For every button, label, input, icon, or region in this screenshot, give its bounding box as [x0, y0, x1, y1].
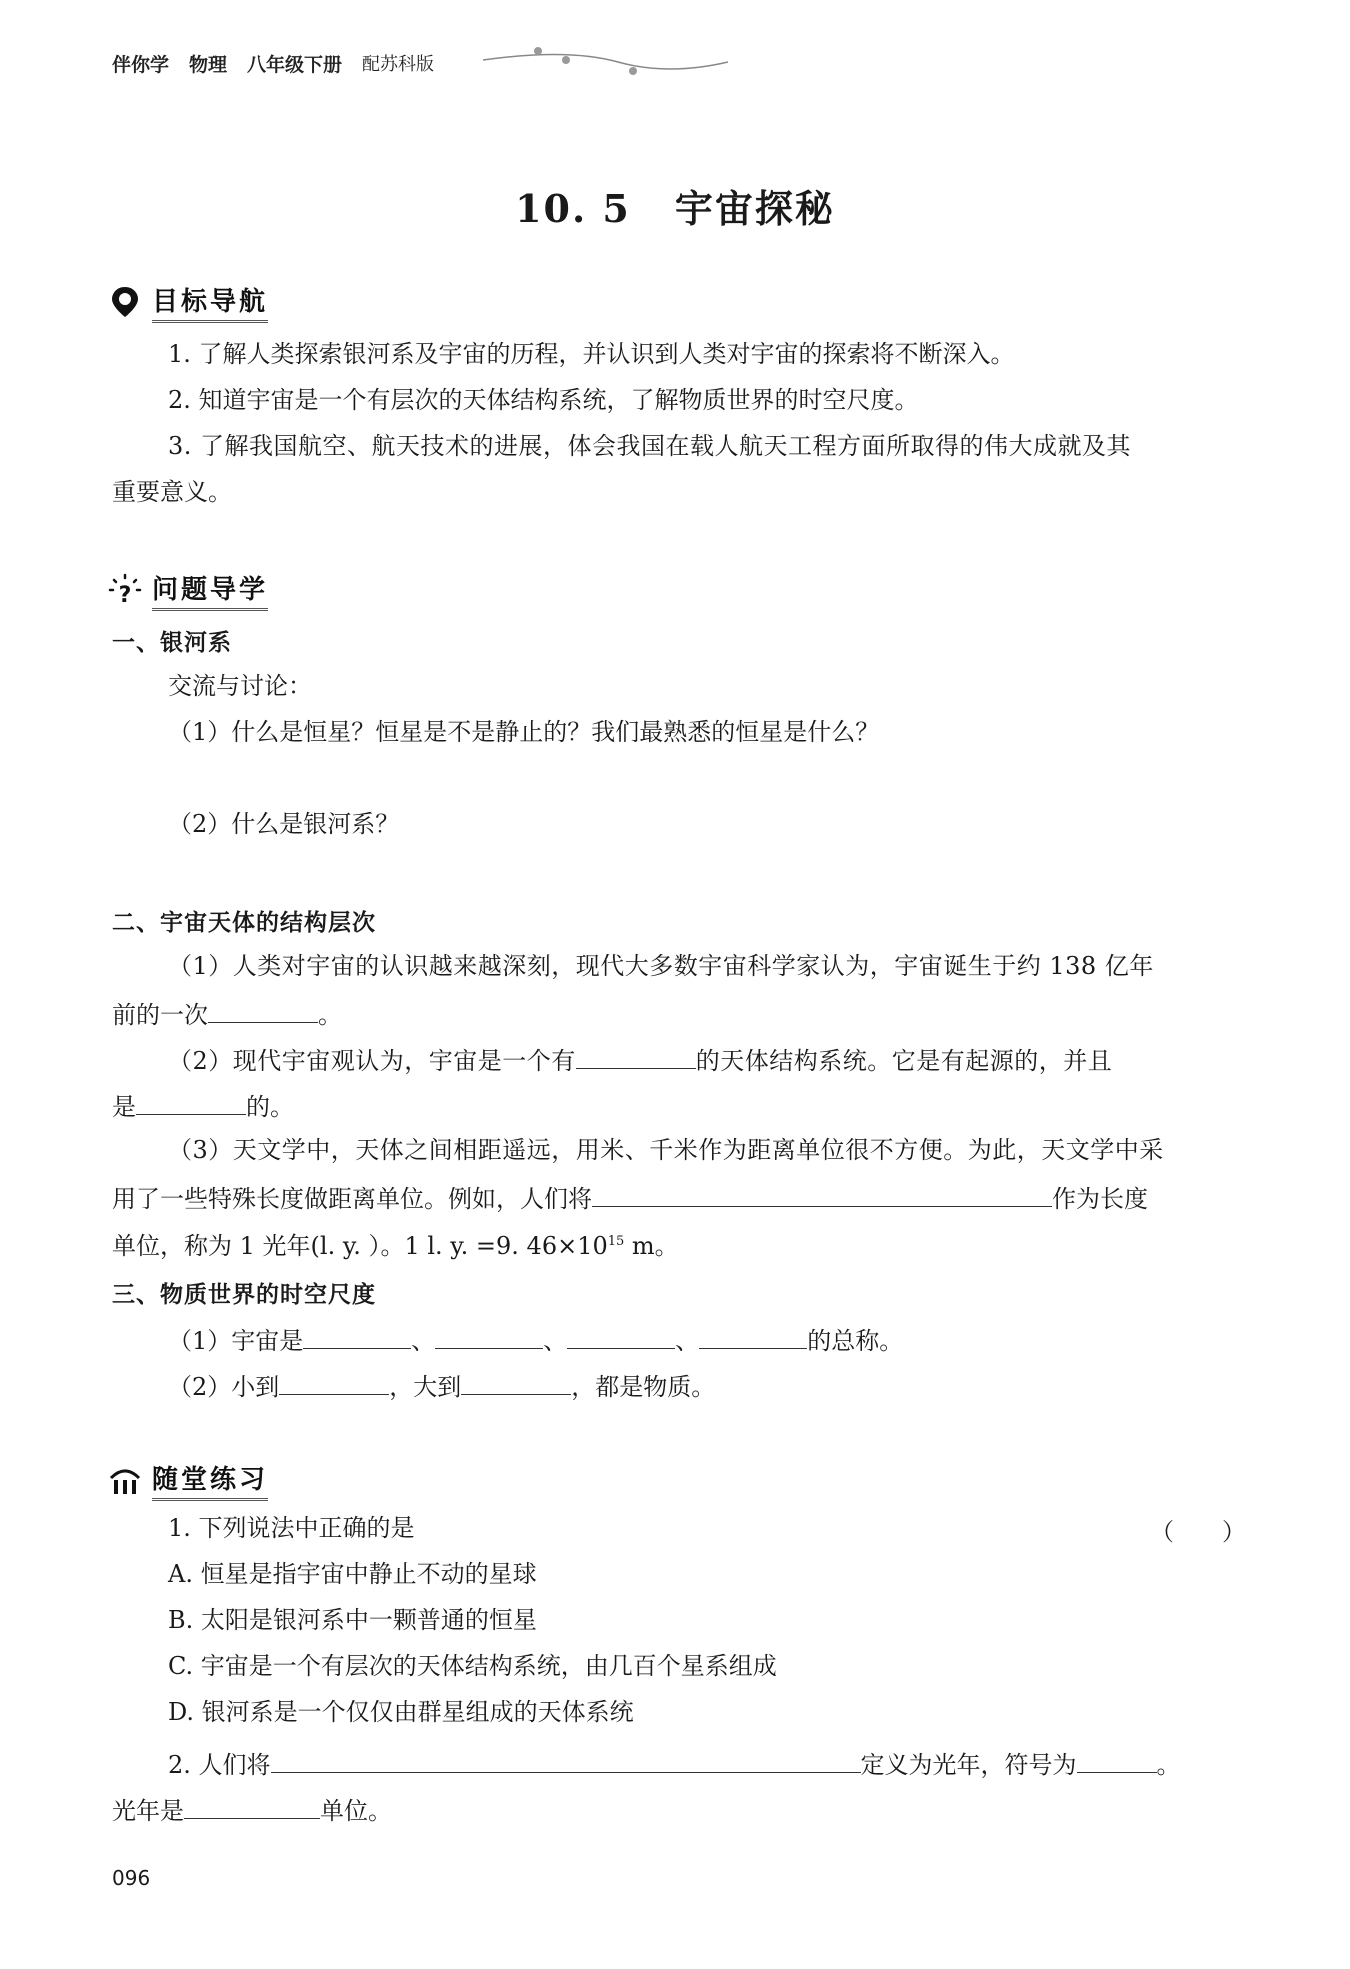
page-number: 096	[112, 1866, 151, 1890]
part2-q2b-pre: 是	[112, 1093, 136, 1121]
part3-q2	[168, 1368, 715, 1403]
part2-q1-line1: （1）人类对宇宙的认识越来越深刻，现代大多数宇宙科学家认为，宇宙诞生于约 138 亿年	[168, 952, 1154, 980]
goal-item-3-cont: 重要意义。	[112, 478, 232, 506]
part2-q2b-post: 的。	[246, 1093, 294, 1121]
separator: 、	[675, 1327, 700, 1355]
part2-q2a-post: 的天体结构系统。它是有起源的，并且	[695, 1047, 1113, 1075]
practice-option-b: B. 太阳是银河系中一颗普通的恒星	[168, 1606, 537, 1634]
answer-blank[interactable]	[435, 1322, 543, 1349]
edition: 配苏科版	[362, 54, 435, 75]
answer-blank[interactable]	[279, 1368, 389, 1395]
section-guide-title: 问题导学	[152, 569, 268, 611]
lesson-title	[0, 178, 1350, 233]
part3-heading: 三、物质世界的时空尺度	[112, 1282, 376, 1308]
part2-q3c-exponent: 15	[607, 1234, 625, 1249]
running-header	[112, 48, 448, 78]
part2-q3-line1: （3）天文学中，天体之间相距遥远，用米、千米作为距离单位很不方便。为此，天文学中采	[168, 1136, 1164, 1164]
answer-blank[interactable]	[699, 1322, 807, 1349]
practice-q2	[168, 1746, 1181, 1781]
practice-option-c: C. 宇宙是一个有层次的天体结构系统，由几百个星系组成	[168, 1652, 777, 1680]
part3-q1	[168, 1322, 903, 1357]
practice-q1: 1. 下列说法中正确的是	[168, 1514, 415, 1542]
practice-option-d: D. 银河系是一个仅仅由群星组成的天体系统	[168, 1698, 634, 1726]
part2-q3c-pre: 单位，称为 1 光年(l. y. ）。1 l. y. =9. 46×10	[112, 1232, 608, 1260]
section-guide-header	[108, 568, 268, 612]
part3-q2-mid: ，大到	[389, 1373, 462, 1401]
location-pin-icon	[108, 285, 142, 319]
part2-q2-line1	[168, 1042, 1112, 1077]
part1-q1: （1）什么是恒星？恒星是不是静止的？我们最熟悉的恒星是什么？	[168, 718, 880, 746]
part1-q2: （2）什么是银河系？	[168, 810, 400, 838]
answer-blank[interactable]	[208, 996, 318, 1023]
svg-text:?: ?	[118, 583, 132, 607]
practice-q2b-pre: 光年是	[112, 1797, 184, 1825]
section-goals-title: 目标导航	[152, 281, 268, 323]
answer-blank[interactable]	[184, 1792, 320, 1819]
part3-q1-pre: （1）宇宙是	[168, 1327, 304, 1355]
section-goals-header	[108, 280, 268, 324]
part2-q3b-post: 作为长度	[1052, 1185, 1148, 1213]
part2-q2-line2	[112, 1088, 294, 1123]
part2-q3-line2	[112, 1180, 1148, 1215]
separator: 、	[411, 1327, 436, 1355]
part2-q3-line3	[112, 1226, 679, 1262]
practice-q2b-post: 单位。	[320, 1797, 392, 1825]
part2-q3c-post: m。	[624, 1232, 679, 1260]
goal-item-3: 3. 了解我国航空、航天技术的进展，体会我国在载人航天工程方面所取得的伟大成就及其	[168, 432, 1132, 460]
part3-q2-post: ，都是物质。	[571, 1373, 716, 1401]
practice-q2-post: 。	[1156, 1751, 1181, 1779]
part2-q1b-pre: 前的一次	[112, 1001, 208, 1029]
part2-q1b-post: 。	[318, 1001, 342, 1029]
header-decoration-icon	[478, 44, 738, 84]
subject: 物理	[189, 53, 228, 76]
part2-q2a-pre: （2）现代宇宙观认为，宇宙是一个有	[168, 1047, 576, 1075]
part2-q1-line2	[112, 996, 342, 1031]
part2-q3b-pre: 用了一些特殊长度做距离单位。例如，人们将	[112, 1185, 592, 1213]
goal-item-2: 2. 知道宇宙是一个有层次的天体结构系统，了解物质世界的时空尺度。	[168, 386, 919, 414]
answer-blank[interactable]	[592, 1180, 1052, 1207]
part3-q2-pre: （2）小到	[168, 1373, 280, 1401]
section-practice-title: 随堂练习	[152, 1459, 268, 1501]
lesson-number: 10. 5	[515, 186, 631, 231]
part3-q1-post: 的总称。	[807, 1327, 904, 1355]
answer-blank[interactable]	[461, 1368, 571, 1395]
part1-heading: 一、银河系	[112, 630, 232, 656]
part2-heading: 二、宇宙天体的结构层次	[112, 910, 376, 936]
practice-q2-pre: 2. 人们将	[168, 1751, 271, 1779]
house-pillars-icon	[108, 1463, 142, 1497]
answer-blank[interactable]	[567, 1322, 675, 1349]
practice-q2-mid: 定义为光年，符号为	[860, 1751, 1077, 1779]
goal-item-1: 1. 了解人类探索银河系及宇宙的历程，并认识到人类对宇宙的探索将不断深入。	[168, 340, 1015, 368]
grade: 八年级下册	[247, 53, 343, 76]
answer-blank[interactable]	[576, 1042, 696, 1069]
practice-q2-line2	[112, 1792, 392, 1827]
answer-blank[interactable]	[303, 1322, 411, 1349]
answer-bracket[interactable]: （ ）	[1150, 1518, 1246, 1546]
lesson-name: 宇宙探秘	[674, 186, 835, 231]
answer-blank[interactable]	[271, 1746, 861, 1773]
brand: 伴你学	[112, 53, 170, 76]
practice-option-a: A. 恒星是指宇宙中静止不动的星球	[168, 1560, 537, 1588]
question-bulb-icon	[108, 573, 142, 607]
section-practice-header	[108, 1458, 268, 1502]
answer-blank[interactable]	[136, 1088, 246, 1115]
answer-blank[interactable]	[1077, 1746, 1157, 1773]
separator: 、	[543, 1327, 568, 1355]
part1-intro: 交流与讨论：	[168, 672, 312, 700]
